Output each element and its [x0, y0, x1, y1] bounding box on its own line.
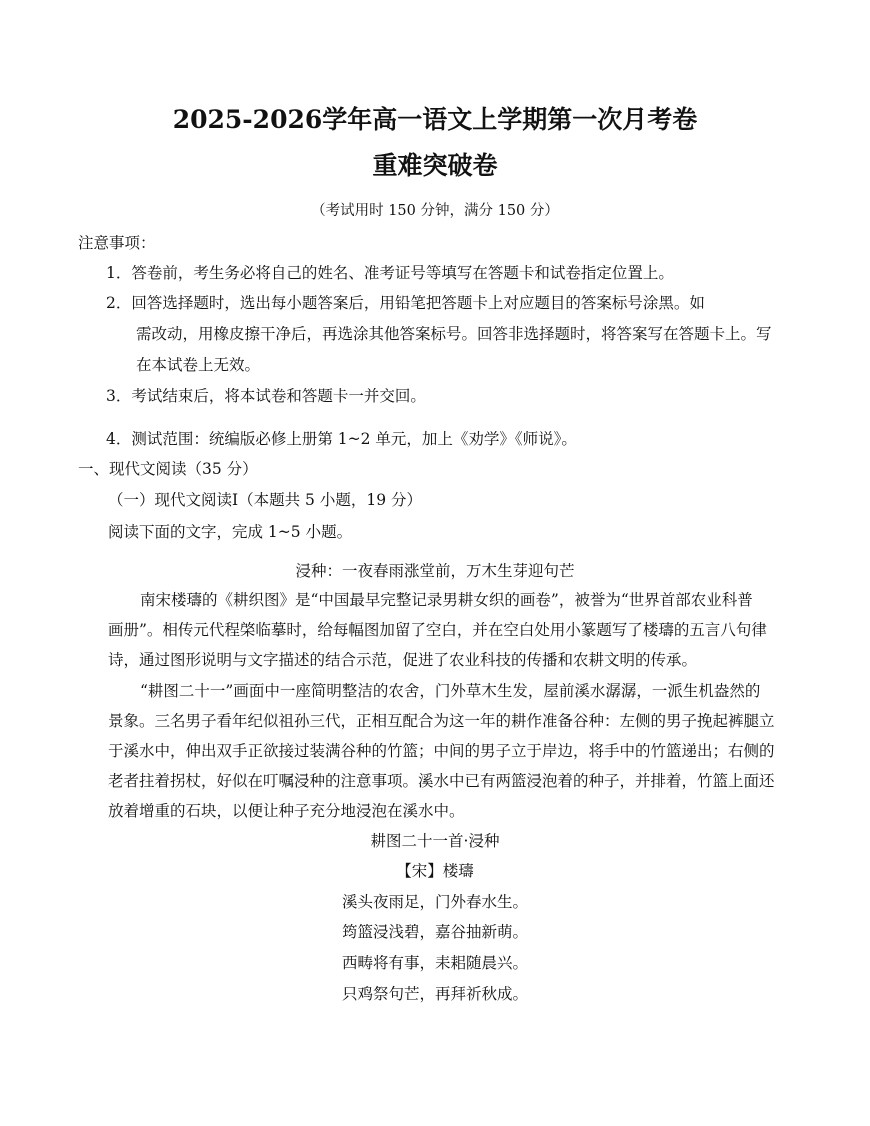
notice-item-2: 2．回答选择题时，选出每小题答案后，用铅笔把答题卡上对应题目的答案标号涂黑。如	[106, 294, 705, 312]
paragraph-line: 诗，通过图形说明与文字描述的结合示范，促进了农业科技的传播和农耕文明的传承。	[108, 651, 698, 669]
paragraph-line: 放着增重的石块，以便让种子充分地浸泡在溪水中。	[108, 802, 465, 820]
paragraph-line: 于溪水中，伸出双手正欲接过装满谷种的竹篮；中间的男子立于岸边，将手中的竹篮递出；右侧的	[108, 742, 775, 760]
paragraph-line: 老者拄着拐杖，好似在叮嘱浸种的注意事项。溪水中已有两篮浸泡着的种子，并排着，竹篮上面还	[108, 772, 775, 790]
section-heading: 一、现代文阅读（35 分）	[78, 460, 258, 478]
article-title: 浸种：一夜春雨涨堂前，万木生芽迎句芒	[295, 562, 575, 580]
poem-line: 只鸡祭句芒，再拜祈秋成。	[341, 985, 528, 1003]
notice-item-3: 3．考试结束后，将本试卷和答题卡一并交回。	[106, 387, 426, 405]
poem-title: 耕图二十一首·浸种	[370, 832, 500, 850]
notice-item-1: 1．答卷前，考生务必将自己的姓名、准考证号等填写在答题卡和试卷指定位置上。	[106, 264, 674, 282]
paragraph-line: “耕图二十一”画面中一座简明整洁的农舍，门外草木生发，屋前溪水潺潺，一派生机盎然的	[140, 682, 761, 700]
paragraph-line: 景象。三名男子看年纪似祖孙三代，正相互配合为这一年的耕作准备谷种：左侧的男子挽起裤腿立	[108, 712, 775, 730]
notice-item-4: 4．测试范围：统编版必修上册第 1~2 单元，加上《劝学》《师说》。	[106, 430, 577, 448]
exam-subtitle: 重难突破卷	[372, 151, 498, 180]
exam-info: （考试用时 150 分钟，满分 150 分）	[311, 203, 559, 219]
reading-instruction: 阅读下面的文字，完成 1~5 小题。	[108, 523, 353, 541]
part-heading: （一）现代文阅读Ⅰ（本题共 5 小题，19 分）	[108, 491, 422, 509]
poem-line: 西畴将有事，耒耜随晨兴。	[341, 954, 528, 972]
notice-heading: 注意事项：	[78, 234, 156, 252]
poem-line: 筠篮浸浅碧，嘉谷抽新萌。	[341, 923, 528, 941]
notice-item-2-cont: 需改动，用橡皮擦干净后，再选涂其他答案标号。回答非选择题时，将答案写在答题卡上。写	[136, 325, 772, 343]
paragraph-line: 南宋楼璹的《耕织图》是“中国最早完整记录男耕女织的画卷”，被誉为“世界首部农业科普	[140, 591, 753, 609]
exam-title: 2025-2026学年高一语文上学期第一次月考卷	[172, 105, 698, 134]
poem-line: 溪头夜雨足，门外春水生。	[341, 893, 528, 911]
notice-item-2-cont2: 在本试卷上无效。	[136, 356, 261, 374]
paragraph-line: 画册”。相传元代程棨临摹时，给每幅图加留了空白，并在空白处用小篆题写了楼璹的五言八句律	[108, 621, 767, 639]
poem-author: 【宋】楼璹	[396, 862, 474, 880]
